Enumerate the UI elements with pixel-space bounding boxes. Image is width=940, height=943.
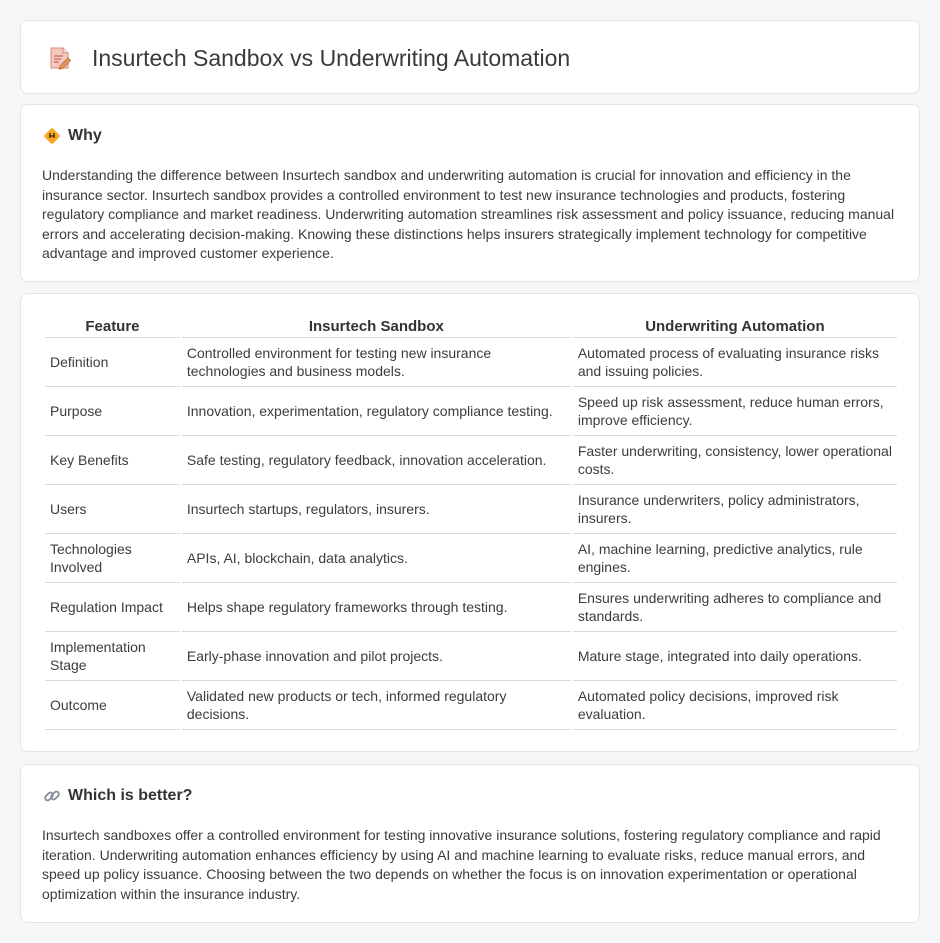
better-paragraph: Insurtech sandboxes offer a controlled environment for testing innovative insurance solutions, fostering regulatory compliance and rapid iteration. Underwriting automation enhances efficiency by using AI and machine learning to evaluate risks, reduce manual errors, and speed up policy issuance. Choosing between the two depends on whether the focus is on innovation experimentation or operational optimization within the insurance industry. [42, 827, 881, 902]
column-header: Underwriting Automation [573, 316, 897, 338]
page-title: Insurtech Sandbox vs Underwriting Automation [92, 45, 571, 71]
feature-cell: Purpose [45, 387, 180, 436]
why-section [20, 104, 920, 282]
diamond-warning-icon [43, 127, 61, 145]
sandbox-cell: Controlled environment for testing new insurance technologies and business models. [182, 338, 571, 387]
table-row [45, 387, 897, 436]
comparison-table-card [20, 293, 920, 752]
why-heading [43, 127, 102, 145]
comparison-table [43, 316, 899, 730]
automation-cell: Insurance underwriters, policy administrators, insurers. [573, 485, 897, 534]
why-paragraph: Understanding the difference between Insurtech sandbox and underwriting automation is crucial for innovation and efficiency in the insurance sector. Insurtech sandbox provides a controlled environment to test new insurance technologies and products, fostering regulatory compliance and market readiness. Underwriting automation streamlines risk assessment and policy issuance, reducing manual errors and accelerating decision-making. Knowing these distinctions helps insurers strategically implement technology for competitive advantage and improved customer experience. [42, 167, 895, 261]
sandbox-cell: Safe testing, regulatory feedback, innovation acceleration. [182, 436, 571, 485]
feature-cell: Implementation Stage [45, 632, 180, 681]
automation-cell: Faster underwriting, consistency, lower operational costs. [573, 436, 897, 485]
sandbox-cell: APIs, AI, blockchain, data analytics. [182, 534, 571, 583]
table-row [45, 338, 897, 387]
table-row [45, 632, 897, 681]
sandbox-cell: Helps shape regulatory frameworks through testing. [182, 583, 571, 632]
automation-cell: Speed up risk assessment, reduce human errors, improve efficiency. [573, 387, 897, 436]
table-row [45, 436, 897, 485]
sandbox-cell: Validated new products or tech, informed regulatory decisions. [182, 681, 571, 730]
sandbox-cell: Insurtech startups, regulators, insurers. [182, 485, 571, 534]
feature-cell: Users [45, 485, 180, 534]
feature-cell: Outcome [45, 681, 180, 730]
header-card [20, 20, 920, 94]
automation-cell: Mature stage, integrated into daily operations. [573, 632, 897, 681]
better-heading [43, 787, 192, 805]
feature-cell: Regulation Impact [45, 583, 180, 632]
column-header: Insurtech Sandbox [182, 316, 571, 338]
table-row [45, 534, 897, 583]
automation-cell: Automated policy decisions, improved risk evaluation. [573, 681, 897, 730]
link-icon [43, 787, 61, 805]
table-row [45, 485, 897, 534]
feature-cell: Technologies Involved [45, 534, 180, 583]
sandbox-cell: Innovation, experimentation, regulatory compliance testing. [182, 387, 571, 436]
better-heading-label: Which is better? [68, 787, 193, 804]
document-pencil-icon [47, 45, 73, 71]
automation-cell: Automated process of evaluating insurance risks and issuing policies. [573, 338, 897, 387]
column-header: Feature [45, 316, 180, 338]
table-row [45, 681, 897, 730]
automation-cell: Ensures underwriting adheres to compliance and standards. [573, 583, 897, 632]
feature-cell: Definition [45, 338, 180, 387]
automation-cell: AI, machine learning, predictive analytics, rule engines. [573, 534, 897, 583]
table-row [45, 583, 897, 632]
which-is-better-section [20, 764, 920, 923]
why-heading-label: Why [68, 127, 102, 144]
sandbox-cell: Early-phase innovation and pilot projects. [182, 632, 571, 681]
table-header-row [45, 316, 897, 338]
feature-cell: Key Benefits [45, 436, 180, 485]
